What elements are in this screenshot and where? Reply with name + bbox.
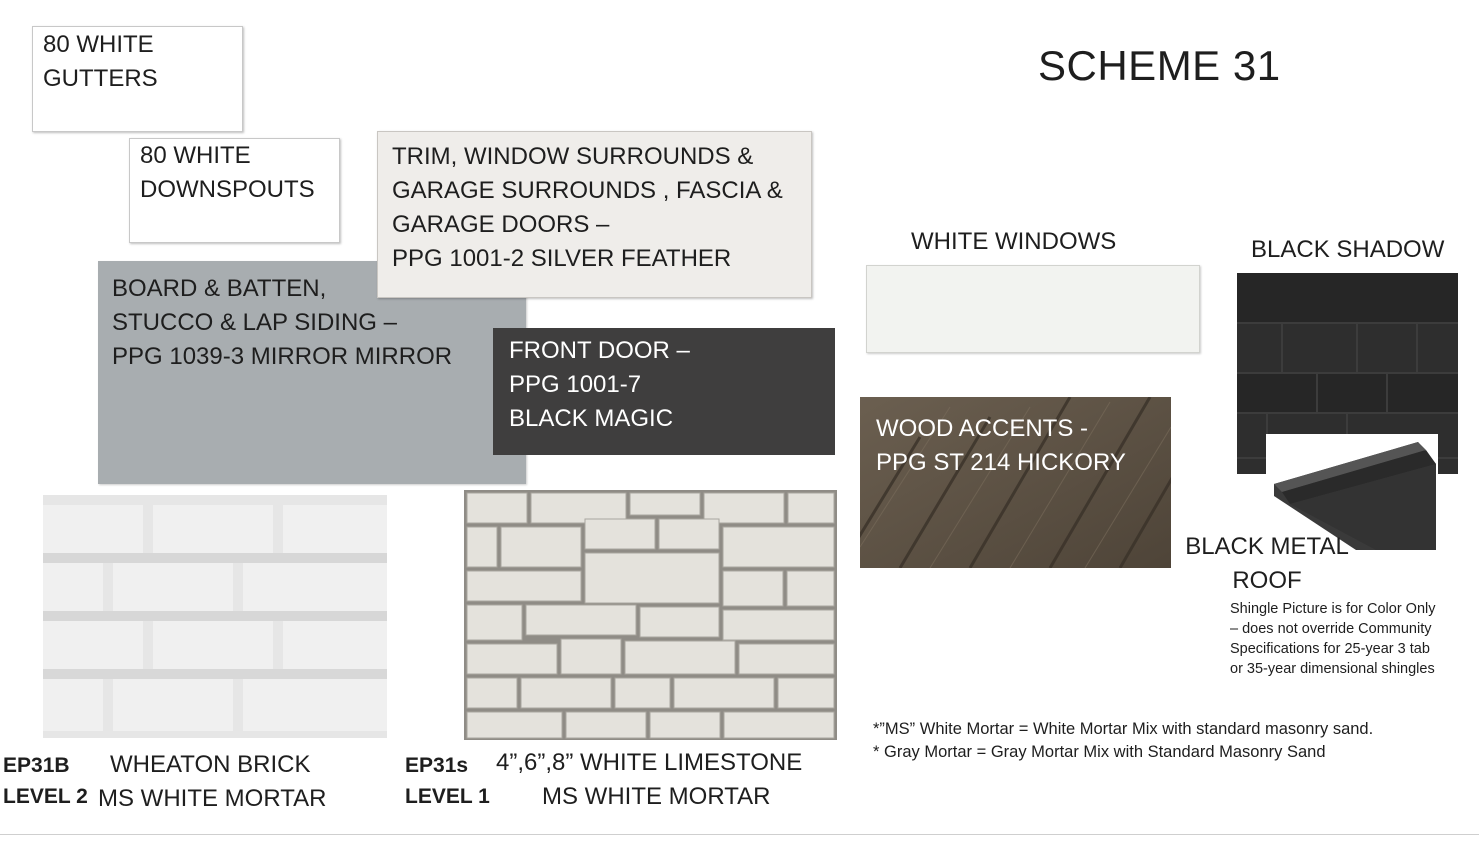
limestone-code: EP31s [405, 754, 469, 777]
brick-code: EP31B [3, 754, 70, 777]
bottom-divider [0, 834, 1479, 835]
brick-name: WHEATON BRICK [110, 751, 311, 778]
brick-mortar: MS WHITE MORTAR [98, 785, 327, 812]
mortar-note-gray: * Gray Mortar = Gray Mortar Mix with Standard Masonry Sand [873, 743, 1326, 761]
brick-texture [43, 495, 387, 738]
metal-roof-label: BLACK METAL ROOF [1185, 533, 1349, 594]
brick-image [43, 495, 387, 738]
limestone-image [464, 490, 837, 740]
downspouts-label: 80 WHITE DOWNSPOUTS [140, 142, 315, 203]
windows-label: WHITE WINDOWS [911, 228, 1117, 255]
shingle-note: Shingle Picture is for Color Only – does not override Community Specifications for 25-year 3 tab or 35-year dimensional shingles [1230, 601, 1436, 677]
limestone-level: LEVEL 1 [405, 785, 490, 808]
trim-label: TRIM, WINDOW SURROUNDS & GARAGE SURROUNDS , FASCIA & GARAGE DOORS – PPG 1001-2 SILVER FEATHER [392, 143, 783, 272]
shingle-label: BLACK SHADOW [1251, 236, 1445, 263]
siding-label: BOARD & BATTEN, STUCCO & LAP SIDING – PPG 1039-3 MIRROR MIRROR [112, 275, 453, 370]
front-door-label: FRONT DOOR – PPG 1001-7 BLACK MAGIC [509, 337, 690, 432]
limestone-name: 4”,6”,8” WHITE LIMESTONE [496, 749, 803, 776]
wood-label: WOOD ACCENTS - PPG ST 214 HICKORY [876, 415, 1126, 476]
brick-level: LEVEL 2 [3, 785, 88, 808]
scheme-title: SCHEME 31 [1038, 42, 1281, 89]
limestone-texture [464, 490, 837, 740]
windows-swatch [866, 265, 1200, 353]
mortar-note-ms: *”MS” White Mortar = White Mortar Mix with standard masonry sand. [873, 720, 1374, 738]
gutters-label: 80 WHITE GUTTERS [43, 31, 158, 92]
limestone-mortar: MS WHITE MORTAR [542, 783, 771, 810]
